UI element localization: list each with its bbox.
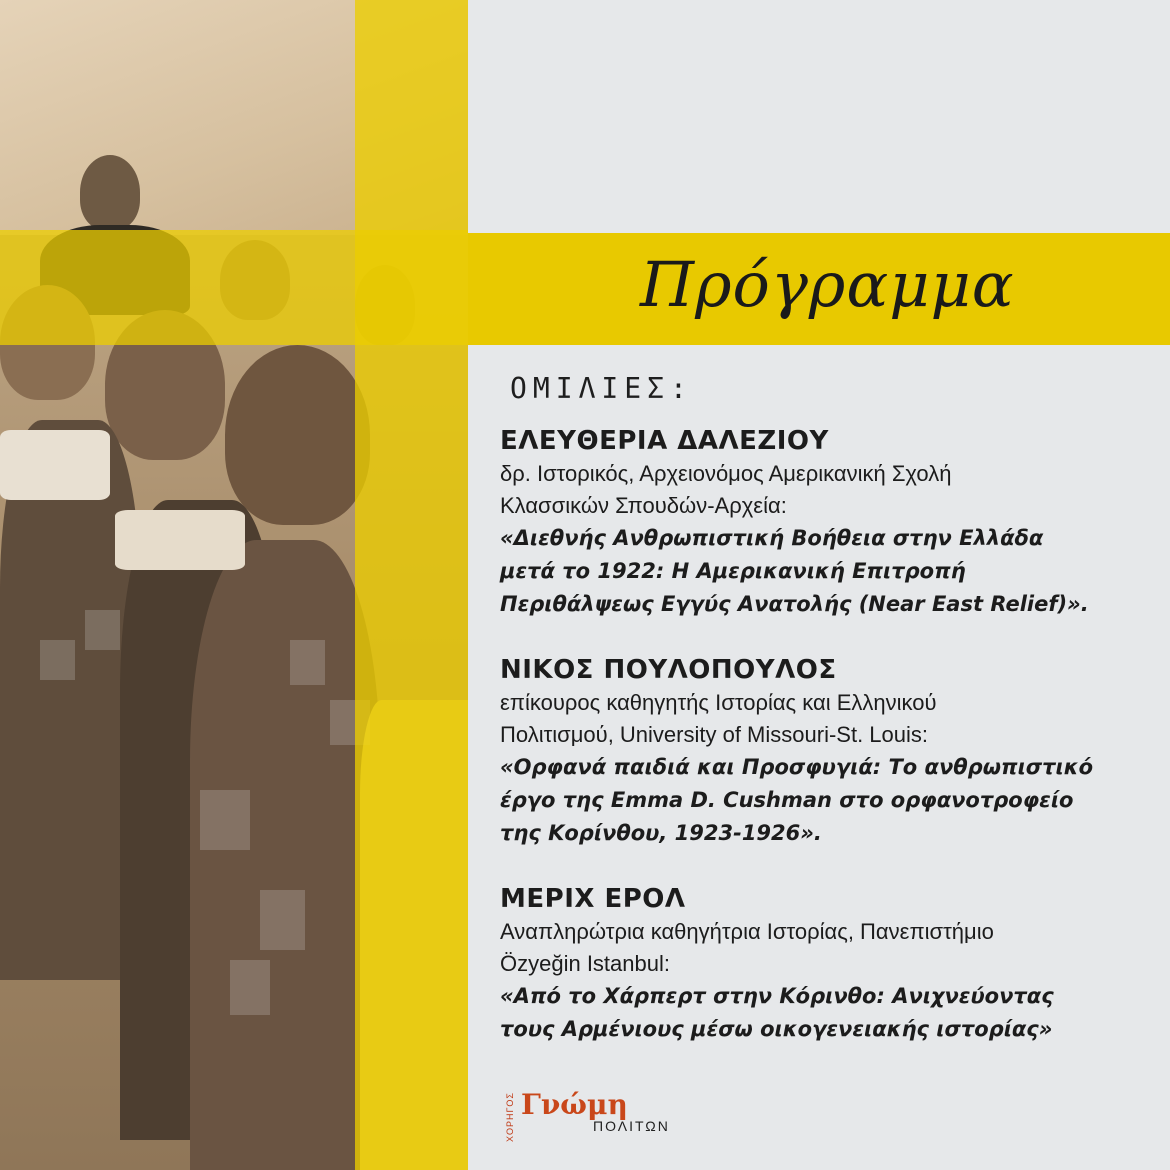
talk-title: έργο της Emma D. Cushman στο ορφανοτροφείο bbox=[500, 788, 1074, 812]
talk-title: «Ορφανά παιδιά και Προσφυγιά: Το ανθρωπιστικό bbox=[500, 755, 1094, 779]
sponsor-logo-sub: ΠΟΛΙΤΩΝ bbox=[593, 1118, 670, 1134]
speaker-block bbox=[500, 653, 1120, 850]
photo-figure bbox=[115, 510, 245, 570]
speaker-role: Özyeğin Istanbul: bbox=[500, 951, 670, 976]
photo-figure bbox=[190, 540, 380, 1170]
talk-title: «Από το Χάρπερτ στην Κόρινθο: Ανιχνεύοντας bbox=[500, 984, 1054, 1008]
speaker-role: Αναπληρώτρια καθηγήτρια Ιστορίας, Πανεπιστήμιο bbox=[500, 919, 994, 944]
page-title: Πρόγραμμα bbox=[640, 248, 1015, 321]
talk-title: «Διεθνής Ανθρωπιστική Βοήθεια στην Ελλάδα bbox=[500, 526, 1044, 550]
photo-figure bbox=[225, 345, 370, 525]
yellow-overlay-vertical bbox=[355, 0, 468, 1170]
photo-figure bbox=[0, 420, 140, 980]
speaker-name: ΜΕΡΙΧ ΕΡΟΛ bbox=[500, 884, 686, 914]
speaker-role: δρ. Ιστορικός, Αρχειονόμος Αμερικανική Σχολή bbox=[500, 461, 952, 486]
photo-figure bbox=[0, 430, 110, 500]
speaker-name: ΝΙΚΟΣ ΠΟΥΛΟΠΟΥΛΟΣ bbox=[500, 655, 837, 685]
sponsor-logo-main: Γνώμη bbox=[521, 1088, 628, 1121]
speaker-block bbox=[500, 424, 1120, 621]
talk-title: τους Αρμένιους μέσω οικογενειακής ιστορίας» bbox=[500, 1017, 1053, 1041]
decorative-square bbox=[85, 610, 120, 650]
decorative-square bbox=[290, 640, 325, 685]
historical-photo bbox=[0, 0, 468, 1170]
photo-figure bbox=[80, 155, 140, 230]
speaker-name: ΕΛΕΥΘΕΡΙΑ ΔΑΛΕΖΙΟΥ bbox=[500, 426, 829, 456]
speaker-block bbox=[500, 882, 1120, 1046]
speaker-role: επίκουρος καθηγητής Ιστορίας και Ελληνικού bbox=[500, 690, 937, 715]
decorative-square bbox=[200, 790, 250, 850]
decorative-square bbox=[230, 960, 270, 1015]
speaker-role: Κλασσικών Σπουδών-Αρχεία: bbox=[500, 493, 787, 518]
talk-title: της Κορίνθου, 1923-1926». bbox=[500, 821, 822, 845]
speaker-role: Πολιτισμού, University of Missouri-St. Louis: bbox=[500, 722, 929, 747]
decorative-square bbox=[40, 640, 75, 680]
sponsor-label: ΧΟΡΗΓΟΣ bbox=[505, 1092, 515, 1143]
sponsor-logo bbox=[505, 1088, 705, 1143]
talk-title: Περιθάλψεως Εγγύς Ανατολής (Near East Relief)». bbox=[500, 592, 1089, 616]
section-label: ΟΜΙΛΙΕΣ: bbox=[510, 372, 693, 405]
talk-title: μετά το 1922: Η Αμερικανική Επιτροπή bbox=[500, 559, 966, 583]
decorative-square bbox=[260, 890, 305, 950]
